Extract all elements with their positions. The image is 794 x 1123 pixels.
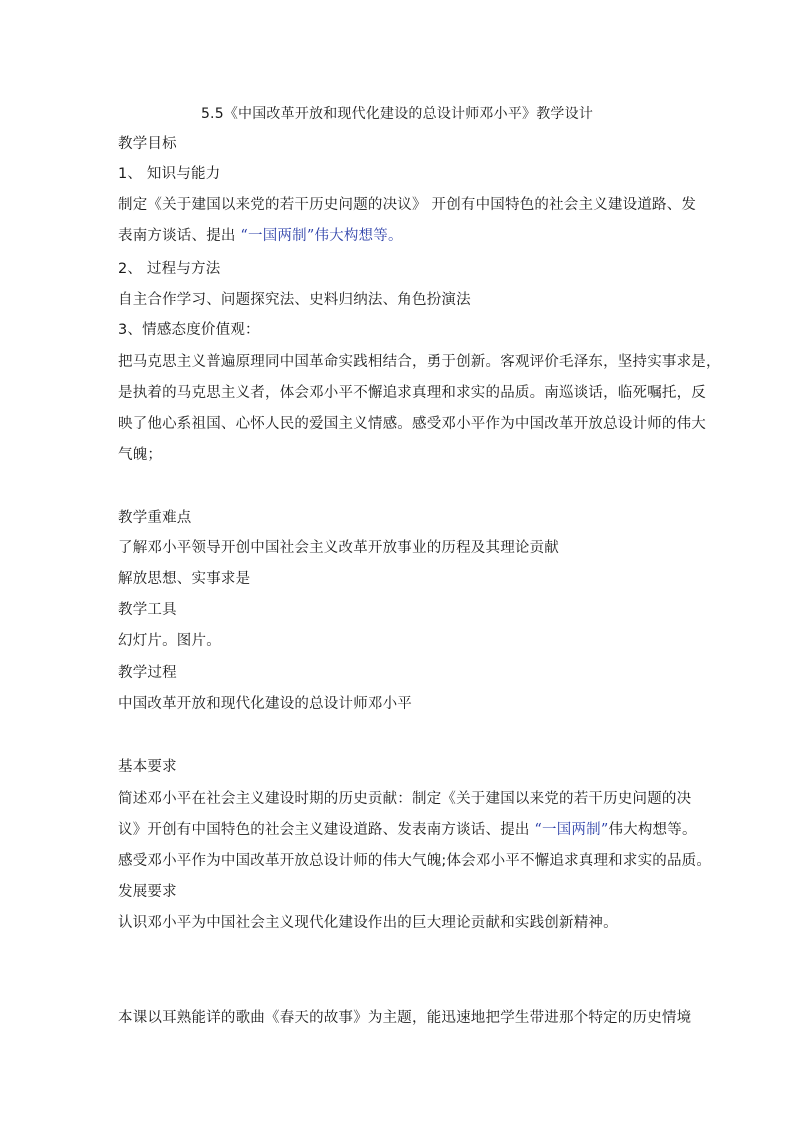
process-method-line: 自主合作学习、问题探究法、史料归纳法、角色扮演法 xyxy=(118,292,471,308)
knowledge-line-2-text: 表南方谈话、提出 xyxy=(118,228,241,244)
process-line: 中国改革开放和现代化建设的总设计师邓小平 xyxy=(118,696,412,712)
closing-line: 本课以耳熟能详的歌曲《春天的故事》为主题，能迅速地把学生带进那个特定的历史情境 xyxy=(118,1010,692,1026)
basic-heading: 基本要求 xyxy=(118,759,177,775)
tools-line: 幻灯片。图片。 xyxy=(118,633,221,649)
objectives-heading: 教学目标 xyxy=(118,136,177,152)
process-method-heading: 2、 过程与方法 xyxy=(118,261,221,277)
knowledge-line-2 xyxy=(118,226,403,246)
tools-heading: 教学工具 xyxy=(118,602,177,618)
values-heading: 3、情感态度价值观： xyxy=(118,322,260,338)
values-line-3: 映了他心系祖国、心怀人民的爱国主义情感。感受邓小平作为中国改革开放总设计师的伟大 xyxy=(118,416,706,432)
knowledge-line-1: 制定《关于建国以来党的若干历史问题的决议》 开创有中国特色的社会主义建设道路、发 xyxy=(118,197,697,213)
keypoint-2: 解放思想、实事求是 xyxy=(118,571,251,587)
develop-heading: 发展要求 xyxy=(118,884,177,900)
process-heading: 教学过程 xyxy=(118,665,177,681)
basic-line-2 xyxy=(118,820,697,840)
basic-line-1: 简述邓小平在社会主义建设时期的历史贡献：制定《关于建国以来党的若干历史问题的决 xyxy=(118,791,692,807)
keypoint-1: 了解邓小平领导开创中国社会主义改革开放事业的历程及其理论贡献 xyxy=(118,540,559,556)
basic-line-2-text: 议》开创有中国特色的社会主义建设道路、发表南方谈话、提出 xyxy=(118,822,535,838)
keypoints-heading: 教学重难点 xyxy=(118,510,192,526)
knowledge-heading: 1、 知识与能力 xyxy=(118,166,221,182)
document-title: 5.5《中国改革开放和现代化建设的总设计师邓小平》教学设计 xyxy=(200,106,594,122)
values-line-2: 是执着的马克思主义者，体会邓小平不懈追求真理和求实的品质。南巡谈话，临死嘱托，反 xyxy=(118,385,706,401)
values-line-4: 气魄； xyxy=(118,447,163,463)
values-line-1: 把马克思主义普遍原理同中国革命实践相结合，勇于创新。客观评价毛泽东，坚持实事求是， xyxy=(118,354,721,370)
develop-line: 认识邓小平为中国社会主义现代化建设作出的巨大理论贡献和实践创新精神。 xyxy=(118,915,618,931)
basic-line-3: 感受邓小平作为中国改革开放总设计师的伟大气魄;体会邓小平不懈追求真理和求实的品质。 xyxy=(118,853,712,869)
one-country-two-systems-text: “一国两制”伟大构想等。 xyxy=(240,228,403,244)
one-country-two-systems-quote: “一国两制” xyxy=(534,822,609,838)
basic-line-2-suffix: 伟大构想等。 xyxy=(608,822,697,838)
